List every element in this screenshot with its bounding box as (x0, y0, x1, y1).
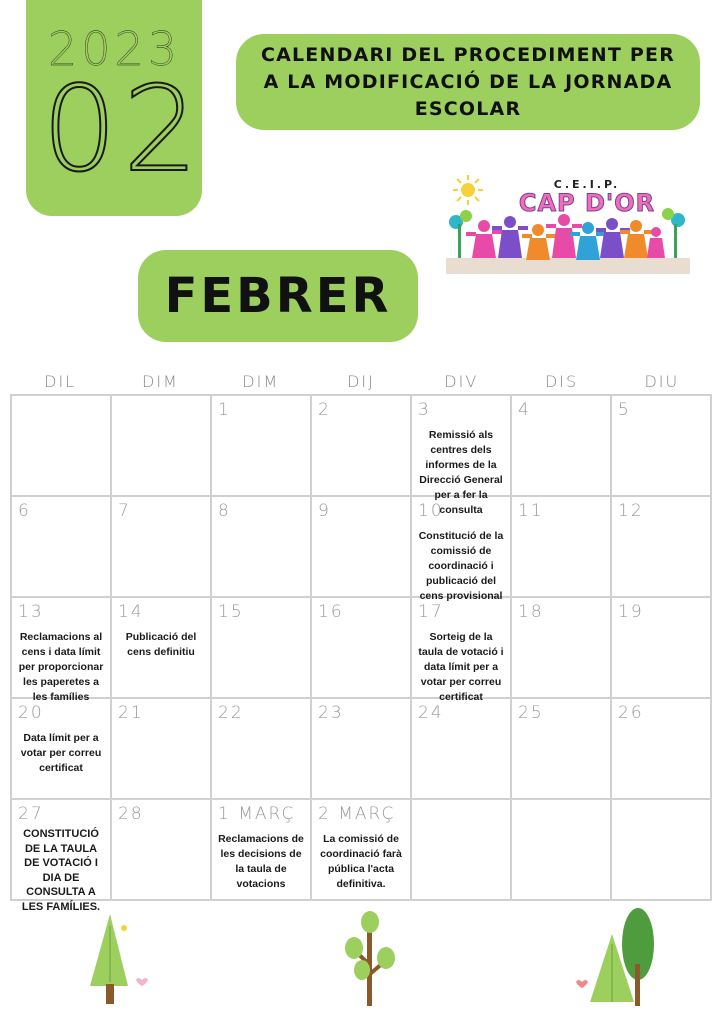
tree-icon (572, 904, 664, 1010)
calendar-day-cell (612, 396, 712, 497)
calendar-day-cell (112, 800, 212, 901)
day-number: 4 (518, 400, 531, 420)
day-event: Data límit per a votar per correu certificat (20, 732, 102, 774)
day-number: 12 (618, 501, 644, 521)
month-name: FEBRER (164, 268, 392, 324)
day-number: 16 (318, 602, 344, 622)
year-label: 2023 (48, 22, 182, 76)
day-number: 24 (418, 703, 444, 723)
calendar-day-cell (312, 497, 412, 598)
day-number: 1 MARÇ (218, 804, 296, 824)
calendar-day-cell (12, 800, 112, 913)
day-event: Sorteig de la taula de votació i data límit per a votar per correu certificat (418, 631, 504, 703)
calendar-day-cell (12, 396, 112, 497)
day-event: Remissió als centres dels informes de la Direcció General per a fer la consulta (419, 429, 503, 516)
day-event: Reclamacions al cens i data límit per proporcionar les paperetes a les famílies (18, 631, 104, 703)
calendar-day-cell (212, 598, 312, 699)
calendar-day-cell (412, 598, 512, 703)
calendar-day-cell (512, 699, 612, 800)
day-number: 27 (18, 804, 44, 824)
day-number: 25 (518, 703, 544, 723)
weekday-label: DIM (242, 372, 280, 391)
calendar-day-cell (12, 497, 112, 598)
children-figures (466, 214, 665, 260)
calendar-day-cell (212, 497, 312, 598)
day-number: 2 MARÇ (318, 804, 396, 824)
day-number: 23 (318, 703, 344, 723)
day-number: 20 (18, 703, 44, 723)
day-number: 1 (218, 400, 231, 420)
calendar-day-cell (512, 598, 612, 699)
weekday-label: DIL (44, 372, 77, 391)
day-number: 2 (318, 400, 331, 420)
day-number: 5 (618, 400, 631, 420)
logo-name: CAP D'OR (518, 189, 656, 217)
day-number: 13 (18, 602, 44, 622)
page-title: CALENDARI DEL PROCEDIMENT PER A LA MODIFICACIÓ DE LA JORNADA ESCOLAR (260, 43, 676, 120)
calendar-day-cell (412, 497, 512, 602)
calendar-day-cell (612, 497, 712, 598)
date-tab (26, 0, 205, 216)
month-number: 02 (42, 60, 205, 198)
calendar-day-cell (512, 396, 612, 497)
weekday-label: DIU (644, 372, 680, 391)
day-event: Constitució de la comissió de coordinació i publicació del cens provisional (418, 530, 504, 602)
logo-prefix: C.E.I.P. (553, 178, 621, 191)
calendar-day-cell (512, 800, 612, 901)
day-number: 3 (418, 400, 431, 420)
calendar-day-cell (112, 598, 212, 699)
weekday-label: DIV (444, 372, 479, 391)
calendar-day-cell (312, 396, 412, 497)
day-number: 22 (218, 703, 244, 723)
calendar-day-cell (612, 699, 712, 800)
calendar-day-cell (512, 497, 612, 598)
day-number: 17 (418, 602, 444, 622)
calendar (10, 372, 712, 913)
day-number: 14 (118, 602, 144, 622)
calendar-day-cell (212, 800, 312, 901)
day-number: 19 (618, 602, 644, 622)
calendar-day-cell (12, 699, 112, 800)
day-number: 9 (318, 501, 331, 521)
calendar-day-cell (612, 598, 712, 699)
calendar-day-cell (312, 699, 412, 800)
day-event: La comissió de coordinació farà pública l'acta definitiva. (320, 833, 402, 890)
weekday-label: DIM (142, 372, 179, 391)
title-banner (236, 34, 700, 130)
month-banner (138, 250, 418, 342)
calendar-day-cell (212, 396, 312, 497)
calendar-day-cell (112, 497, 212, 598)
calendar-day-cell (312, 800, 412, 901)
day-event: CONSTITUCIÓ DE LA TAULA DE VOTACIÓ I DIA DE CONSULTA A LES FAMÍLIES. (21, 828, 101, 913)
day-number: 6 (18, 501, 31, 521)
day-number: 18 (518, 602, 544, 622)
sun-icon (453, 175, 483, 205)
calendar-day-cell (112, 396, 212, 497)
day-number: 7 (118, 501, 131, 521)
calendar-day-cell (12, 598, 112, 703)
day-number: 21 (118, 703, 144, 723)
calendar-day-cell (412, 699, 512, 800)
calendar-day-cell (612, 800, 712, 901)
day-number: 11 (518, 501, 544, 521)
calendar-day-cell (112, 699, 212, 800)
calendar-day-cell (312, 598, 412, 699)
day-number: 15 (218, 602, 244, 622)
day-event: Reclamacions de les decisions de la taula de votacions (218, 833, 304, 890)
weekday-header (10, 372, 712, 394)
day-number: 10 (418, 501, 444, 521)
school-logo (446, 172, 690, 278)
calendar-day-cell (412, 800, 512, 901)
tree-icon (340, 908, 400, 1008)
weekday-label: DIS (544, 372, 579, 391)
day-number: 8 (218, 501, 231, 521)
calendar-day-cell (212, 699, 312, 800)
day-number: 26 (618, 703, 644, 723)
day-event: Publicació del cens definitiu (125, 631, 197, 658)
weekday-label: DIJ (347, 372, 375, 391)
tree-icon (84, 908, 156, 1008)
calendar-grid (10, 394, 712, 913)
day-number: 28 (118, 804, 144, 824)
